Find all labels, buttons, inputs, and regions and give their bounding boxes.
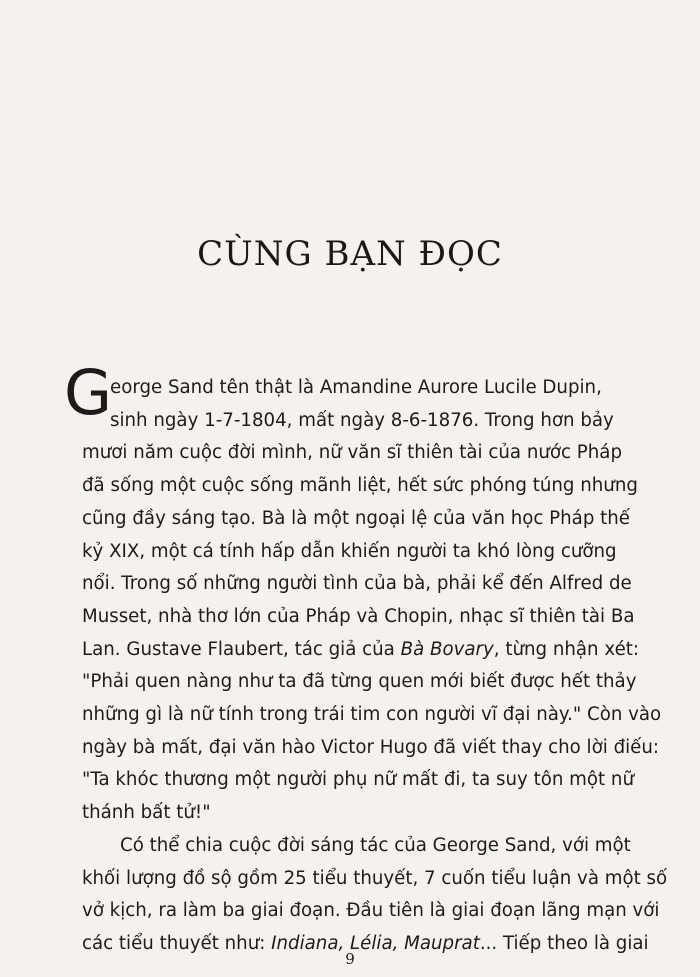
page-number: 9 bbox=[345, 950, 355, 968]
body-text bbox=[64, 356, 668, 961]
text-line: Musset, nhà thơ lớn của Pháp và Chopin, nhạc sĩ thiên tài Ba bbox=[82, 605, 635, 627]
text-line: đã sống một cuộc sống mãnh liệt, hết sức phóng túng nhưng bbox=[82, 475, 638, 497]
paragraph-1-first-line: G eorge Sand tên thật là Amandine Aurore Lucile Dupin, bbox=[64, 356, 602, 429]
text-line: "Phải quen nàng như ta đã từng quen mới biết được hết thảy bbox=[82, 671, 637, 693]
text-line: vở kịch, ra làm ba giai đoạn. Đầu tiên là giai đoạn lãng mạn với bbox=[82, 900, 660, 922]
text-line: sinh ngày 1-7-1804, mất ngày 8-6-1876. Trong hơn bảy bbox=[110, 409, 614, 431]
text-line: mươi năm cuộc đời mình, nữ văn sĩ thiên tài của nước Pháp bbox=[82, 442, 622, 464]
drop-cap: G bbox=[64, 356, 113, 429]
text-line: thánh bất tử!" bbox=[82, 802, 211, 824]
text-line: ngày bà mất, đại văn hào Victor Hugo đã viết thay cho lời điếu: bbox=[82, 736, 660, 758]
text-line: Có thể chia cuộc đời sáng tác của George Sand, với một bbox=[120, 834, 631, 856]
text-line: cũng đầy sáng tạo. Bà là một ngoại lệ của văn học Pháp thế bbox=[82, 507, 630, 529]
text-line: nổi. Trong số những người tình của bà, phải kể đến Alfred de bbox=[82, 573, 632, 595]
text-line: các tiểu thuyết như: Indiana, Lélia, Mauprat... Tiếp theo là giai bbox=[82, 932, 649, 954]
book-title-italic: Bà Bovary bbox=[400, 638, 494, 660]
text-line: khối lượng đồ sộ gồm 25 tiểu thuyết, 7 cuốn tiểu luận và một số bbox=[82, 867, 668, 889]
novel-titles-italic: Indiana, Lélia, Mauprat bbox=[271, 932, 480, 954]
text-line: Lan. Gustave Flaubert, tác giả của Bà Bovary, từng nhận xét: bbox=[82, 638, 640, 660]
text-line: kỷ XIX, một cá tính hấp dẫn khiến người ta khó lòng cưỡng bbox=[82, 540, 617, 562]
reverse-page-bleed bbox=[85, 62, 645, 160]
text-line: những gì là nữ tính trong trái tim con người vĩ đại này." Còn vào bbox=[82, 704, 662, 726]
page-title: CÙNG BẠN ĐỌC bbox=[197, 234, 503, 274]
text-line: "Ta khóc thương một người phụ nữ mất đi, ta suy tôn một nữ bbox=[82, 769, 634, 791]
